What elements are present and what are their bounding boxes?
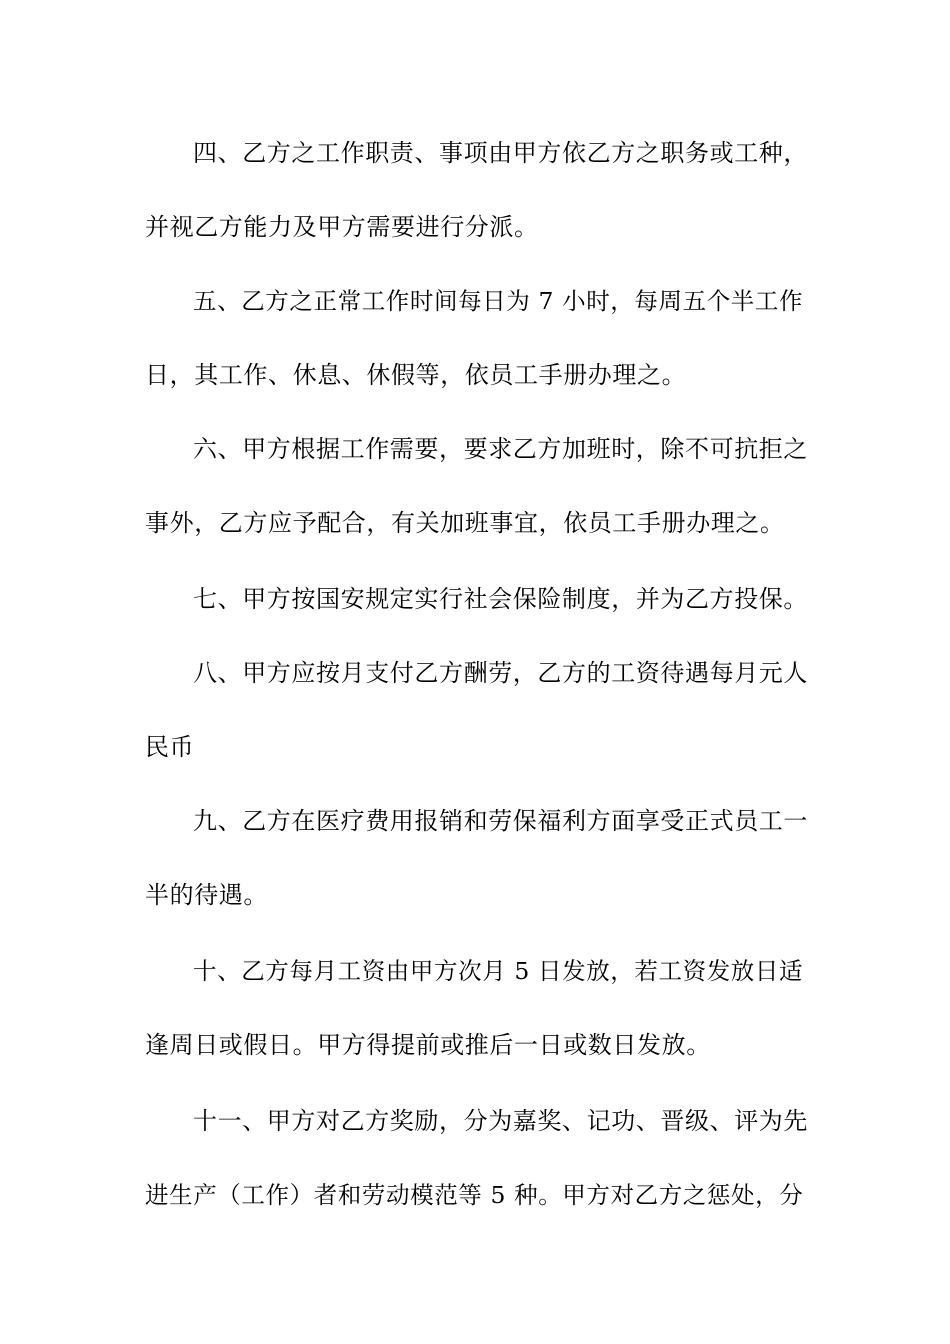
clause-10-line-2: 逢周日或假日。甲方得提前或推后一日或数日发放。 [145,1031,711,1059]
clause-7-line-1: 七、甲方按国安规定实行社会保险制度，并为乙方投保。 [193,585,808,613]
clause-6-line-2: 事外，乙方应予配合，有关加班事宜，依员工手册办理之。 [145,509,785,537]
clause-11-line-1: 十一、甲方对乙方奖励，分为嘉奖、记功、晋级、评为先 [193,1107,808,1135]
clause-9-line-1: 九、乙方在医疗费用报销和劳保福利方面享受正式员工一 [193,807,808,835]
clause-4-line-1: 四、乙方之工作职责、事项由甲方依乙方之职务或工种， [193,139,808,167]
clause-5-line-1: 五、乙方之正常工作时间每日为 7 小时，每周五个半工作 [193,287,804,315]
clause-11-line-2: 进生产（工作）者和劳动模范等 5 种。甲方对乙方之惩处，分 [145,1181,804,1209]
clause-6-line-1: 六、甲方根据工作需要，要求乙方加班时，除不可抗拒之 [193,435,808,463]
clause-8-line-1: 八、甲方应按月支付乙方酬劳，乙方的工资待遇每月元人 [193,659,808,687]
clause-10-line-1: 十、乙方每月工资由甲方次月 5 日发放，若工资发放日适 [193,957,804,985]
clause-5-line-2: 日，其工作、休息、休假等，依员工手册办理之。 [145,361,687,389]
clause-8-line-2: 民币 [145,733,195,761]
clause-4-line-2: 并视乙方能力及甲方需要进行分派。 [145,213,539,241]
clause-9-line-2: 半的待遇。 [145,881,268,909]
